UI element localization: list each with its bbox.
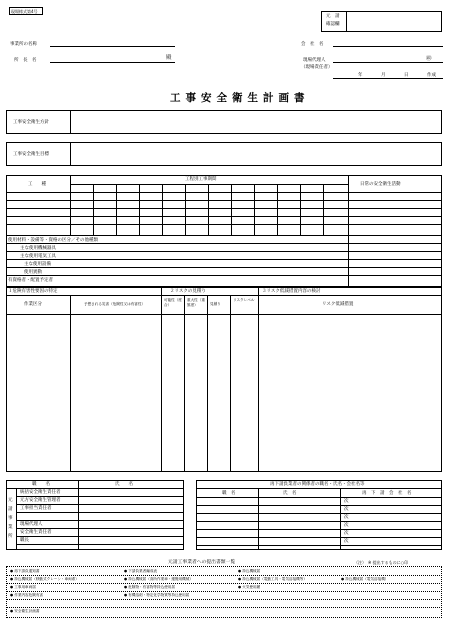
grid-line [6,267,442,268]
grid-line [6,488,184,489]
sub-title: 再下請負業者の関係者の職名・氏名・会社名等 [270,482,365,487]
goal-box [6,142,442,166]
grid-line [6,192,442,193]
grid-line [196,537,442,538]
schedule-item-4: 使用異動 [24,270,42,275]
grid-line [6,200,442,201]
site-agent-label: 現場代理人 [303,58,326,63]
org-role-0: 統括安全衛生責任者 [20,490,61,495]
policy-label: 工事安全衛生方針 [13,120,49,125]
company-label: 会 社 名 [301,42,324,47]
sub-company-header: 再 下 請 会 社 名 [362,491,412,496]
grid-line [196,545,442,546]
footer-item-3-1: ● 有機溶剤・特定化学物質等持込使用届 [124,593,190,597]
grid-line [16,488,17,550]
grid-line [6,275,442,276]
footer-note: （注） ※ 提出するものに○印 [354,560,409,565]
sub-prefix-5: 次 [344,539,349,544]
sub-role-header: 職 名 [222,491,236,496]
grid-line [16,536,184,537]
org-side-label: 元請事業所 [8,498,13,539]
seal-icon: ㊞ [426,56,432,62]
grid-line [184,295,185,472]
org-role-5: 安全衛生責任者 [20,530,52,535]
risk-col-level: リスクレベル [233,298,255,302]
footer-item-2-1: ● 危険物・有害物等持込使用届 [124,585,175,589]
footer-title: 元請工事業者への提出書類一覧 [168,560,236,565]
footer-item-1-1: ● 持込機械届（高所作業車・運搬用機械） [124,577,193,581]
footer-item-1-3: ● 持込機械届（電気溶接機） [341,577,389,581]
grid-line [78,480,79,550]
grid-line [161,295,162,472]
footer-item-1-0: ● 持込機械届（移動式クレーン・車両系） [10,577,79,581]
sub-prefix-4: 次 [344,531,349,536]
footer-item-3-0: ● 作業内容危険有害 [10,593,44,597]
footer-item-2-0: ● 工事用車両届 [10,585,36,589]
grid-line [6,314,442,315]
sub-name-header: 氏 名 [283,491,297,496]
date-created: 作成 [427,73,436,78]
grid-line [196,488,442,489]
grid-line [161,287,162,295]
risk-col-work: 作業区分 [24,302,42,307]
company-line [333,46,443,47]
footer-item-0-1: ● 下請負業者編成表 [124,569,158,573]
schedule-item-5: 有資格者・配置予定者 [8,278,53,283]
org-role-1: 元方安全衛生管理者 [20,498,61,503]
grid-line [258,488,259,550]
org-role-6: 職長 [20,538,29,543]
schedule-item-3: 主な使用設備 [24,262,51,267]
footer-item-2-2: ● 火気使用願 [238,585,261,589]
grid-line [6,575,442,576]
site-agent-sub: （現場責任者） [301,65,333,70]
goal-label: 工事安全衛生目標 [13,152,49,157]
page-title: 工事安全衛生計画書 [170,92,310,104]
grid-line [6,599,442,600]
grid-line [16,496,184,497]
daily-activity-label: 日常の安全衛生活動 [360,182,401,187]
grid-line [16,528,184,529]
schedule-item-1: 主な使用機械器具 [20,246,56,251]
grid-line [70,184,348,185]
form-number: 現場様式第4号 [11,8,38,14]
risk-col-hazard: 予想される災害（危険性又は有害性） [84,302,146,306]
receipt-label-1: 元 請 [326,14,340,19]
org-role-2: 工事担当責任者 [20,506,52,511]
sub-prefix-3: 次 [344,523,349,528]
grid-line [230,295,231,472]
grid-line [16,512,184,513]
grid-line [258,295,259,472]
footer-item-1-2: ● 持込機械届（電動工具・電気溶接機等） [238,577,307,581]
grid-line [6,607,442,608]
receipt-divider [346,11,347,32]
footer-item-5-0: ● 安全衛生計画書 [10,609,40,613]
office-line [50,46,175,47]
risk-header-3: ３リスク低減措置内容の検討 [262,289,321,294]
grid-line [196,497,442,498]
risk-col-measure: リスク低減措置 [322,302,354,307]
chief-honorific: 殿 [166,55,172,61]
grid-line [6,295,442,296]
grid-line [16,504,184,505]
footer-item-0-0: ● 再下請負通知書 [10,569,40,573]
grid-line [16,544,184,545]
org-role-4: 現場代理人 [20,522,43,527]
construction-label: 工 種 [28,182,46,187]
grid-line [6,591,442,592]
grid-line [340,488,341,550]
chief-label: 所 長 名 [14,58,37,63]
schedule-item-2: 主な使用電気工具 [20,254,56,259]
grid-line [16,520,184,521]
grid-line [6,243,442,244]
grid-line [6,208,442,209]
receipt-label-2: 確認欄 [326,22,340,27]
grid-line [6,583,442,584]
grid-line [196,513,442,514]
schedule-item-0: 使用材料・設備等・資格の区分／その他種類 [8,238,98,243]
grid-line [6,251,442,252]
grid-line [258,287,259,295]
policy-divider [70,110,71,134]
grid-line [196,529,442,530]
org-name-header: 氏 名 [115,482,133,487]
policy-box [6,110,442,134]
grid-line [6,216,442,217]
site-agent-line [333,62,443,63]
risk-col-estimate: 見積り [210,302,221,306]
office-label: 事業所の名称 [10,42,37,47]
org-role-header: 職 名 [32,482,50,487]
sub-prefix-1: 次 [344,507,349,512]
period-label: 工程別工事期間 [185,177,217,182]
grid-line [70,295,71,472]
goal-divider [70,142,71,166]
date-year: 年 [358,73,363,78]
sub-prefix-2: 次 [344,515,349,520]
footer-item-0-2: ● 持込機械届 [238,569,261,573]
chief-line [50,62,175,63]
date-line [333,78,443,79]
date-month: 月 [381,73,386,78]
footer-box [6,566,442,618]
grid-line [196,505,442,506]
date-day: 日 [404,73,409,78]
grid-line [6,259,442,260]
grid-line [196,521,442,522]
risk-col-severity: 重大性（重篤度） [187,298,205,307]
risk-header-2: ２リスクの見積り [170,289,206,294]
grid-line [207,295,208,472]
sub-prefix-0: 次 [344,499,349,504]
grid-line [6,235,442,236]
risk-col-possibility: 可能性（度合） [164,298,182,307]
grid-line [6,224,442,225]
risk-header-1: １危険有害性要因の特定 [8,289,58,294]
